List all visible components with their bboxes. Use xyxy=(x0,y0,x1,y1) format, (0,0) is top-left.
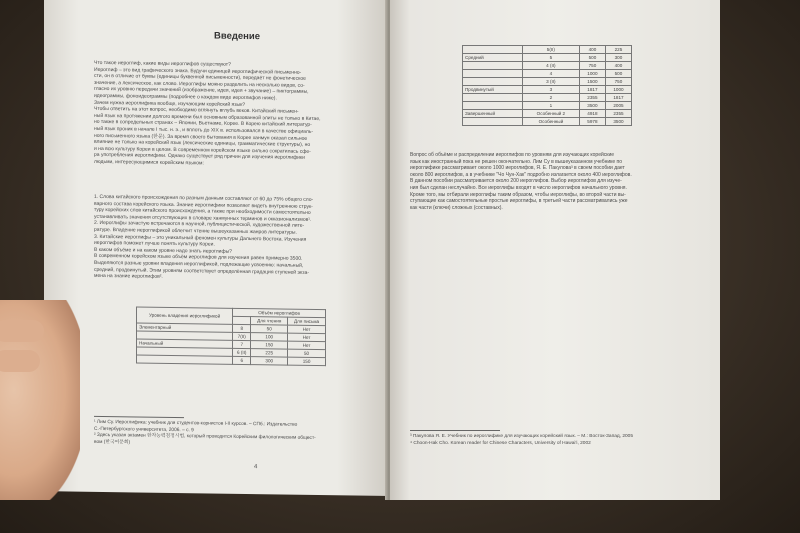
table-cell-writing: 2355 xyxy=(605,110,631,118)
table-cell-level: Завершенный xyxy=(463,110,523,118)
table-row xyxy=(463,110,632,118)
table-cell-writing: 300 xyxy=(605,54,631,62)
table-cell-grade: 6 xyxy=(233,356,251,364)
table-cell-level: Элементарный xyxy=(137,323,233,332)
table-cell-reading: 4918 xyxy=(579,110,605,118)
table-cell-level xyxy=(137,355,233,364)
left-footnotes: ¹ Лим Су. Иероглифика: учебник для студентов-корнистов I-II курсов. – СПб.: Издательство С.-Петербургского университета, 2006. – с. 9 ² Здесь указан экзамен 한자능력검정시험, который проводится Корейским филологическим общест- вом (한국어문회) xyxy=(94,419,316,446)
table-cell-reading: 750 xyxy=(579,62,605,70)
table-cell-reading: 5978 xyxy=(579,118,605,126)
header-level: Уровень владения иероглификой xyxy=(137,307,233,324)
table-cell-writing: 225 xyxy=(605,46,631,54)
right-body-text: Вопрос об объёме и распределении иероглифов по уровням для изучающих корейские язык как иностранный пока не решен окончательно. Лим Су в вышеуказанном учебнике по иероглифике рассматривает около 1000 иероглифов, Я. Е. Пакулова³ в своем пособии дает около 800 иероглифов, а в учебнике "Чо Чун-Хак" подробно излагается около 400 иероглифов. В данном пособии рассматривается около 200 иероглифов. Выбор иероглифов для изуче- ния был сделан неслучайно. Все иероглифы входят в число иероглифов начального уровня. Кроме того, мы отбирали иероглифы таким образом, чтобы иероглифы, во второй части вы- ступающие как самостоятельные простые иероглифы, в третьей части рассматривались уже как части (ключи) сложных (составных). xyxy=(410,152,632,211)
table-cell-writing: 3500 xyxy=(605,118,631,126)
table-cell-reading: 1500 xyxy=(579,78,605,86)
table-cell-writing: 400 xyxy=(605,62,631,70)
table-cell-grade: 8 xyxy=(233,324,251,332)
table-cell-grade: 2 xyxy=(522,94,579,102)
table-row xyxy=(463,78,632,86)
table-cell-level: Продвинутый xyxy=(463,86,523,94)
header-volume: Объём иероглифов xyxy=(233,308,326,317)
table-row xyxy=(463,118,632,126)
points-text: 1. Слова китайского происхождения по разным данным составляют от 60 до 75% общего сло- варного состава корейского языка. Знание иероглифики позволяет видеть внутреннюю струк- туру корейских слов китайского происхождения, а также при необходимости самостоятельно устанавливать значения отсутствующих в словаре ханмунных терминов и окказионализмов¹. 2. Иероглифы зачастую встречаются в научной, публицистической, художественной лите- ратуре. Владение иероглификой облегчит чтение вышеуказанных жанров литературы. 3. Китайские иероглифы – это уникальный феномен культуры Дальнего Востока. Изучения иероглифов поможет лучше понять культуру Кореи. В каком объёме и на каком уровне надо знать иероглифы? В современном корейском языке объём иероглифов для изучения равен примерно 3500. Выделяются разные уровни владения иероглификой, подлежащие усвоению: начальный, средний, продвинутый. Этим уровням соответствует определённая градация ступеней экза- мена на знание иероглифов². xyxy=(94,193,314,280)
table-row xyxy=(137,355,326,366)
table-cell-level xyxy=(463,102,523,110)
table-cell-grade: 1 xyxy=(522,102,579,110)
left-table xyxy=(136,306,326,366)
table-cell-grade: 7(II) xyxy=(233,332,251,340)
table-row xyxy=(463,62,632,70)
table-cell-grade: 5 xyxy=(522,54,579,62)
table-cell-writing: 1000 xyxy=(605,86,631,94)
table-cell-reading: 1000 xyxy=(579,70,605,78)
table-row xyxy=(463,94,632,102)
table-cell-grade: 4 (II) xyxy=(522,62,579,70)
table-cell-grade: 3 xyxy=(522,86,579,94)
header-reading: Для чтения xyxy=(251,317,288,326)
table-cell-reading: 300 xyxy=(251,357,288,366)
table-cell-level xyxy=(463,118,523,126)
table-cell-grade: Особенный xyxy=(522,118,579,126)
table-cell-reading: 500 xyxy=(579,54,605,62)
table-cell-reading: 100 xyxy=(251,333,288,342)
table-cell-level: Начальный xyxy=(137,339,233,348)
table-cell-writing: Нет xyxy=(288,325,326,334)
table-cell-writing: 50 xyxy=(288,349,326,358)
right-page xyxy=(390,0,720,500)
table-row xyxy=(463,70,632,78)
right-table xyxy=(462,45,632,126)
table-cell-writing: 1817 xyxy=(605,94,631,102)
table-cell-reading: 1817 xyxy=(579,86,605,94)
table-cell-level xyxy=(463,94,523,102)
header-writing: Для письма xyxy=(288,317,326,326)
finger xyxy=(0,350,40,372)
table-cell-writing: 150 xyxy=(288,357,326,366)
table-cell-grade: 6 (II) xyxy=(233,348,251,356)
table-cell-writing: 2005 xyxy=(605,102,631,110)
footnote-rule-right xyxy=(410,430,500,431)
table-cell-grade: 3 (II) xyxy=(522,78,579,86)
table-cell-level xyxy=(463,70,523,78)
table-cell-writing: 750 xyxy=(605,78,631,86)
table-cell-grade: 4 xyxy=(522,70,579,78)
table-cell-level: Средний xyxy=(463,54,523,62)
table-cell-reading: 2355 xyxy=(579,94,605,102)
table-cell-reading: 50 xyxy=(251,325,288,334)
footnote-rule xyxy=(94,416,184,418)
table-row xyxy=(463,86,632,94)
table-cell-level xyxy=(463,46,523,54)
intro-text: Что такое иероглиф, какие виды иероглифов существуют? Иероглиф – это вид графического знака. Будучи единицей иероглифической письменно- сти, он в отличие от буквы (единицы буквенной письменности), передаёт не фонетическое значение, а лексическое, как слово. Иероглифы можно разделить на несколько видов, со- гласно их уровню передачи значений (изображение, идея, идея + звучание) – пиктограммы, идеограммы, фоноидеограммы (подробнее о каждом виде иероглифов ниже). Зачем нужна иероглифика вообще, изучающим корейский язык? Чтобы ответить на этот вопрос, необходимо вглянуть вглубь веков. Китайский письмен- ный язык на протяжении долгого времени был основным образованной элиты не только в Китае, но также в сопредельных странах – Японии, Вьетнаме, Корее. В Корею китайский литератур- ный язык проник в начале I тыс. н. э., и вплоть до XIX в. использовался в качестве официаль- ного письменного языка (한문). За время своего бытования в Корее ханмун оказал сильное влияние не только на корейский язык (лексические единицы, грамматические структуры), но и на всю культуру Кореи в целом. В современном корейском языке сильно сократилась сфе- ра употребления иероглифики. Однако существует ряд причин для изучения иероглифики людьми, интересующимися корейским языком: xyxy=(94,59,321,167)
table-cell-level xyxy=(463,78,523,86)
table-cell-reading: 150 xyxy=(251,341,288,350)
left-page xyxy=(44,0,389,496)
table-row xyxy=(463,46,632,54)
table-cell-writing: Нет xyxy=(288,341,326,350)
page-number: 4 xyxy=(254,464,258,471)
table-cell-grade: 7 xyxy=(233,340,251,348)
table-cell-reading: 3500 xyxy=(579,102,605,110)
table-cell-grade: 5(II) xyxy=(522,46,579,54)
finger xyxy=(0,320,44,342)
table-cell-grade: Особенный 2 xyxy=(522,110,579,118)
table-cell-reading: 225 xyxy=(251,349,288,358)
table-cell-writing: 500 xyxy=(605,70,631,78)
page-title: Введение xyxy=(214,30,261,43)
table-row xyxy=(463,102,632,110)
table-cell-reading: 400 xyxy=(579,46,605,54)
table-row xyxy=(463,54,632,62)
right-footnotes: ³ Пакулова Я. Е. Учебник по иероглифике для изучающих корейский язык. – М.: Восток-Запад, 2005 ⁴ Choon-Hak Cho. Korean reader for Chinese Characters, University of Hawai'i, 2002 xyxy=(410,434,633,446)
table-cell-level xyxy=(463,62,523,70)
table-cell-writing: Нет xyxy=(288,333,326,342)
